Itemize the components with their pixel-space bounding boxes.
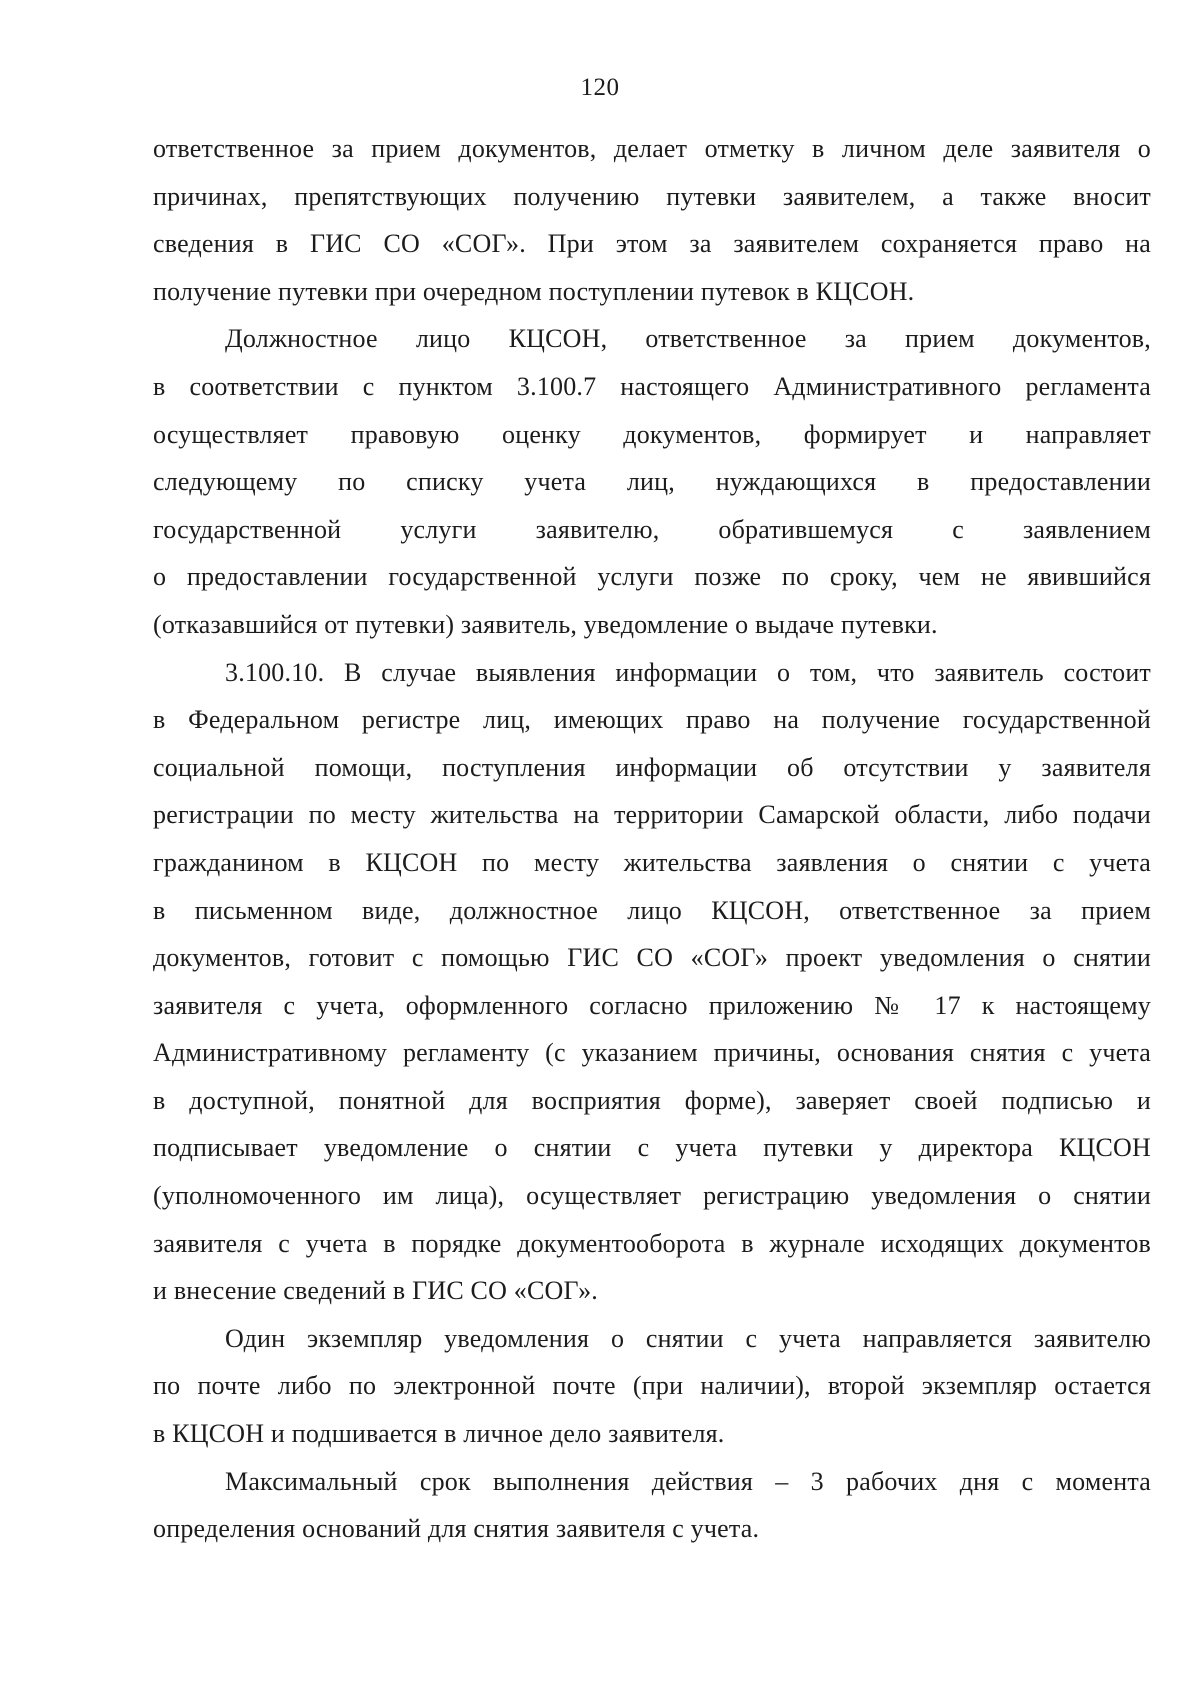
text-line: заявителя с учета, оформленного согласно приложению № 17 к настоящему — [153, 990, 1151, 1020]
text-line: (отказавшийся от путевки) заявитель, уведомление о выдаче путевки. — [153, 609, 938, 639]
text-line: получение путевки при очередном поступлении путевок в КЦСОН. — [153, 276, 915, 306]
text-line: гражданином в КЦСОН по месту жительства заявления о снятии с учета — [153, 847, 1151, 877]
text-line: в доступной, понятной для восприятия форме), заверяет своей подписью и — [153, 1085, 1151, 1115]
text-line: Максимальный срок выполнения действия – 3 рабочих дня с момента — [225, 1466, 1151, 1496]
text-line: сведения в ГИС СО «СОГ». При этом за заявителем сохраняется право на — [153, 229, 1151, 259]
paragraph-continuation — [153, 125, 1151, 315]
text-line: по почте либо по электронной почте (при наличии), второй экземпляр остается — [153, 1371, 1151, 1401]
paragraph-max-term — [153, 1458, 1151, 1553]
text-line: 3.100.10. В случае выявления информации о том, что заявитель состоит — [225, 657, 1151, 687]
text-line: ответственное за прием документов, делает отметку в личном деле заявителя о — [153, 134, 1151, 163]
text-line: регистрации по месту жительства на территории Самарской области, либо подачи — [153, 800, 1151, 830]
text-line: причинах, препятствующих получению путевки заявителем, а также вносит — [153, 181, 1151, 211]
text-line: заявителя с учета в порядке документооборота в журнале исходящих документов — [153, 1228, 1151, 1258]
text-line: документов, готовит с помощью ГИС СО «СОГ» проект уведомления о снятии — [153, 943, 1151, 973]
text-line: в соответствии с пунктом 3.100.7 настоящего Административного регламента — [153, 371, 1151, 401]
paragraph-official-review — [153, 315, 1151, 648]
text-line: осуществляет правовую оценку документов, формирует и направляет — [153, 419, 1151, 449]
text-line: социальной помощи, поступления информации об отсутствии у заявителя — [153, 752, 1151, 782]
page-number: 120 — [580, 74, 620, 101]
text-line: подписывает уведомление о снятии с учета путевки у директора КЦСОН — [153, 1133, 1151, 1163]
text-line: (уполномоченного им лица), осуществляет регистрацию уведомления о снятии — [153, 1181, 1151, 1211]
text-line: в КЦСОН и подшивается в личное дело заявителя. — [153, 1419, 725, 1449]
document-body — [153, 125, 1151, 1553]
text-line: Должностное лицо КЦСОН, ответственное за прием документов, — [225, 324, 1151, 354]
text-line: и внесение сведений в ГИС СО «СОГ». — [153, 1276, 598, 1306]
paragraph-section-3-100-10 — [153, 649, 1151, 1315]
text-line: Один экземпляр уведомления о снятии с учета направляется заявителю — [225, 1323, 1151, 1353]
text-line: в письменном виде, должностное лицо КЦСОН, ответственное за прием — [153, 895, 1151, 925]
text-line: о предоставлении государственной услуги позже по сроку, чем не явившийся — [153, 562, 1151, 592]
paragraph-notice-copies — [153, 1315, 1151, 1458]
text-line: следующему по списку учета лиц, нуждающихся в предоставлении — [153, 467, 1151, 497]
text-line: государственной услуги заявителю, обратившемуся с заявлением — [153, 514, 1151, 544]
text-line: в Федеральном регистре лиц, имеющих право на получение государственной — [153, 705, 1151, 735]
text-line: определения оснований для снятия заявителя с учета. — [153, 1514, 760, 1544]
text-line: Административному регламенту (с указанием причины, основания снятия с учета — [153, 1038, 1151, 1068]
